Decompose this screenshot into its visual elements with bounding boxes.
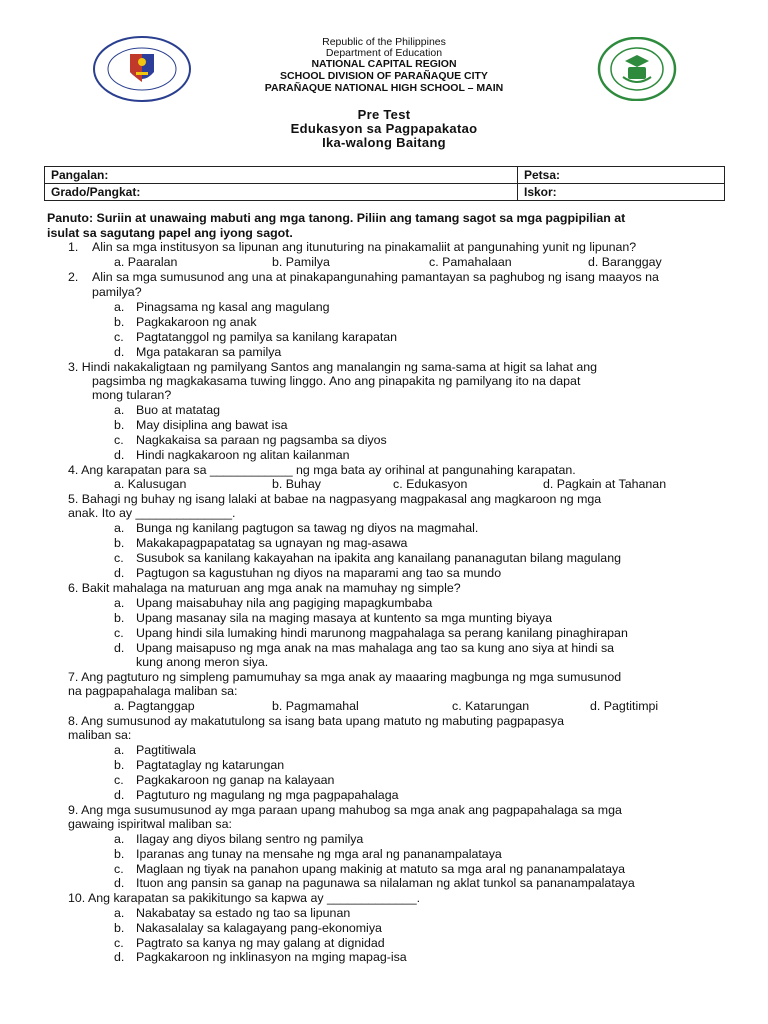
choice-a: a. Paaralan <box>114 255 178 269</box>
choice-letter: a. <box>114 743 125 757</box>
question-text: gawaing ispiritwal maliban sa: <box>68 817 232 831</box>
choice-letter: c. <box>114 551 124 565</box>
question-text: 7. Ang pagtuturo ng simpleng pamumuhay sa mga anak ay maaaring magbunga ng mga sumusunod <box>68 670 622 684</box>
choice-a: Pinagsama ng kasal ang magulang <box>136 300 330 314</box>
choice-c: Maglaan ng tiyak na panahon upang makinig at matuto sa mga aral ng pananampalataya <box>136 862 626 876</box>
choice-d: Pagtuturo ng magulang ng mga pagpapahalaga <box>136 788 399 802</box>
choice-a: Ilagay ang diyos bilang sentro ng pamilya <box>136 832 364 846</box>
choice-a: Bunga ng kanilang pagtugon sa tawag ng diyos na magmahal. <box>136 521 479 535</box>
header-region: NATIONAL CAPITAL REGION <box>311 58 457 70</box>
grade-field[interactable]: Grado/Pangkat: <box>45 184 518 201</box>
choice-letter: c. <box>114 433 124 447</box>
choice-d: Mga patakaran sa pamilya <box>136 345 282 359</box>
question-number: 2. <box>68 270 79 284</box>
choice-b: Upang masanay sila na maging masaya at kuntento sa mga munting biyaya <box>136 611 553 625</box>
choice-letter: c. <box>114 936 124 950</box>
question-text: 5. Bahagi ng buhay ng isang lalaki at babae na nagpasyang magpakasal ang magkaroon ng mga <box>68 492 602 506</box>
choice-letter: d. <box>114 950 125 964</box>
header-deped: Department of Education <box>325 47 443 59</box>
name-field[interactable]: Pangalan: <box>45 167 518 184</box>
choice-letter: a. <box>114 832 125 846</box>
doc-title: Pre Test <box>357 107 411 122</box>
choice-b: b. Buhay <box>272 477 321 491</box>
choice-letter: d. <box>114 788 125 802</box>
choice-b: b. Pamilya <box>272 255 330 269</box>
choice-c: c. Katarungan <box>452 699 530 713</box>
choice-letter: d. <box>114 448 125 462</box>
choice-d: Pagkakaroon ng inklinasyon na mging mapag-isa <box>136 950 407 964</box>
choice-a: Nakabatay sa estado ng tao sa lipunan <box>136 906 351 920</box>
question-text: 3. Hindi nakakaligtaan ng pamilyang Santos ang manalangin ng sama-sama at higit sa lahat ang <box>68 360 598 374</box>
choice-b: Iparanas ang tunay na mensahe ng mga aral ng pananampalataya <box>136 847 502 861</box>
choice-d: Hindi nagkakaroon ng alitan kailanman <box>136 448 350 462</box>
choice-d: d. Pagkain at Tahanan <box>543 477 667 491</box>
choice-b: Nakasalalay sa kalagayang pang-ekonomiya <box>136 921 382 935</box>
score-field[interactable]: Iskor: <box>518 184 725 201</box>
choice-c: Nagkakaisa sa paraan ng pagsamba sa diyos <box>136 433 387 447</box>
choice-a: Pagtitiwala <box>136 743 196 757</box>
choice-letter: b. <box>114 418 125 432</box>
choice-d: Ituon ang pansin sa ganap na pagunawa sa nilalaman ng aklat tunkol sa pananampalataya <box>136 876 635 890</box>
choice-a: a. Kalusugan <box>114 477 187 491</box>
choice-c: c. Edukasyon <box>393 477 468 491</box>
question-number: 1. <box>68 240 79 254</box>
instructions-line1: Panuto: Suriin at unawaing mabuti ang mga tanong. Piliin ang tamang sagot sa mga pagpipilian at <box>47 211 626 225</box>
question-text: na pagpapahalaga maliban sa: <box>68 684 238 698</box>
question-text: 10. Ang karapatan sa pakikitungo sa kapwa ay _____________. <box>68 891 421 905</box>
choice-letter: a. <box>114 521 125 535</box>
doc-subject: Edukasyon sa Pagpapakatao <box>290 121 478 136</box>
choice-c: Upang hindi sila lumaking hindi marunong magpahalaga sa perang kanilang pinaghirapan <box>136 626 628 640</box>
header-division: SCHOOL DIVISION OF PARAÑAQUE CITY <box>280 70 488 82</box>
choice-letter: d. <box>114 566 125 580</box>
choice-letter: d. <box>114 345 125 359</box>
choice-c: Susubok sa kanilang kakayahan na ipakita ang kanailang pananagutan bilang magulang <box>136 551 621 565</box>
student-info-table <box>44 166 725 201</box>
choice-letter: a. <box>114 300 125 314</box>
choice-letter: d. <box>114 876 125 890</box>
doc-grade: Ika-walong Baitang <box>322 135 446 150</box>
choice-d: d. Pagtitimpi <box>590 699 659 713</box>
choice-letter: a. <box>114 906 125 920</box>
choice-a: a. Pagtanggap <box>114 699 195 713</box>
choice-letter: a. <box>114 403 125 417</box>
question-text: 6. Bakit mahalaga na maturuan ang mga anak na mamuhay ng simple? <box>68 581 461 595</box>
header-republic: Republic of the Philippines <box>322 36 446 48</box>
choice-c: Pagtrato sa kanya ng may galang at dignidad <box>136 936 385 950</box>
choice-d: d. Baranggay <box>588 255 662 269</box>
choice-letter: c. <box>114 626 124 640</box>
choice-b: May disiplina ang bawat isa <box>136 418 288 432</box>
choice-b: Pagkakaroon ng anak <box>136 315 257 329</box>
header-school: PARAÑAQUE NATIONAL HIGH SCHOOL – MAIN <box>264 82 504 94</box>
question-text: Alin sa mga institusyon sa lipunan ang itunuturing na pinakamaliit at pangunahing yunit ng lipunan? <box>92 240 637 254</box>
choice-a: Upang maisabuhay nila ang pagiging mapagkumbaba <box>136 596 433 610</box>
choice-b: Pagtataglay ng katarungan <box>136 758 285 772</box>
question-text: maliban sa: <box>68 728 132 742</box>
question-text: 9. Ang mga susumusunod ay mga paraan upang mahubog sa mga anak ang pagpapahalaga sa mga <box>68 803 622 817</box>
choice-letter: b. <box>114 536 125 550</box>
choice-c: Pagkakaroon ng ganap na kalayaan <box>136 773 335 787</box>
choice-letter: b. <box>114 611 125 625</box>
choice-b: b. Pagmamahal <box>272 699 359 713</box>
choice-letter: c. <box>114 330 124 344</box>
question-text: 8. Ang sumusunod ay makatutulong sa isang bata upang matuto ng mabuting pagpapasya <box>68 714 564 728</box>
question-text: 4. Ang karapatan para sa ____________ ng mga bata ay orihinal at pangunahing karapatan. <box>68 463 576 477</box>
choice-b: Makakapagpapatatag sa ugnayan ng mag-asawa <box>136 536 408 550</box>
date-field[interactable]: Petsa: <box>518 167 725 184</box>
choice-letter: c. <box>114 773 124 787</box>
choice-d-continued: kung anong meron siya. <box>136 655 269 669</box>
question-text: pamilya? <box>92 285 142 299</box>
question-text: Alin sa mga sumusunod ang una at pinakapangunahing pamantayan sa paghubog ng isang maayos na <box>92 270 659 284</box>
choice-letter: b. <box>114 315 125 329</box>
question-text: anak. Ito ay ______________. <box>68 506 236 520</box>
choice-letter: b. <box>114 847 125 861</box>
question-text: mong tularan? <box>92 388 172 402</box>
choice-c: Pagtatanggol ng pamilya sa kanilang karapatan <box>136 330 398 344</box>
choice-d: Upang maisapuso ng mga anak na mas mahalaga ang tao sa kung ano siya at hindi sa <box>136 641 615 655</box>
choice-letter: b. <box>114 921 125 935</box>
choice-d: Pagtugon sa kagustuhan ng diyos na maparami ang tao sa mundo <box>136 566 502 580</box>
choice-letter: a. <box>114 596 125 610</box>
choice-c: c. Pamahalaan <box>429 255 512 269</box>
choice-a: Buo at matatag <box>136 403 221 417</box>
instructions-line2: isulat sa sagutang papel ang iyong sagot. <box>47 226 293 240</box>
choice-letter: d. <box>114 641 125 655</box>
choice-letter: b. <box>114 758 125 772</box>
choice-letter: c. <box>114 862 124 876</box>
question-text: pagsimba ng magkakasama tuwing linggo. Ano ang pinapakita ng pamilyang ito na dapat <box>92 374 581 388</box>
